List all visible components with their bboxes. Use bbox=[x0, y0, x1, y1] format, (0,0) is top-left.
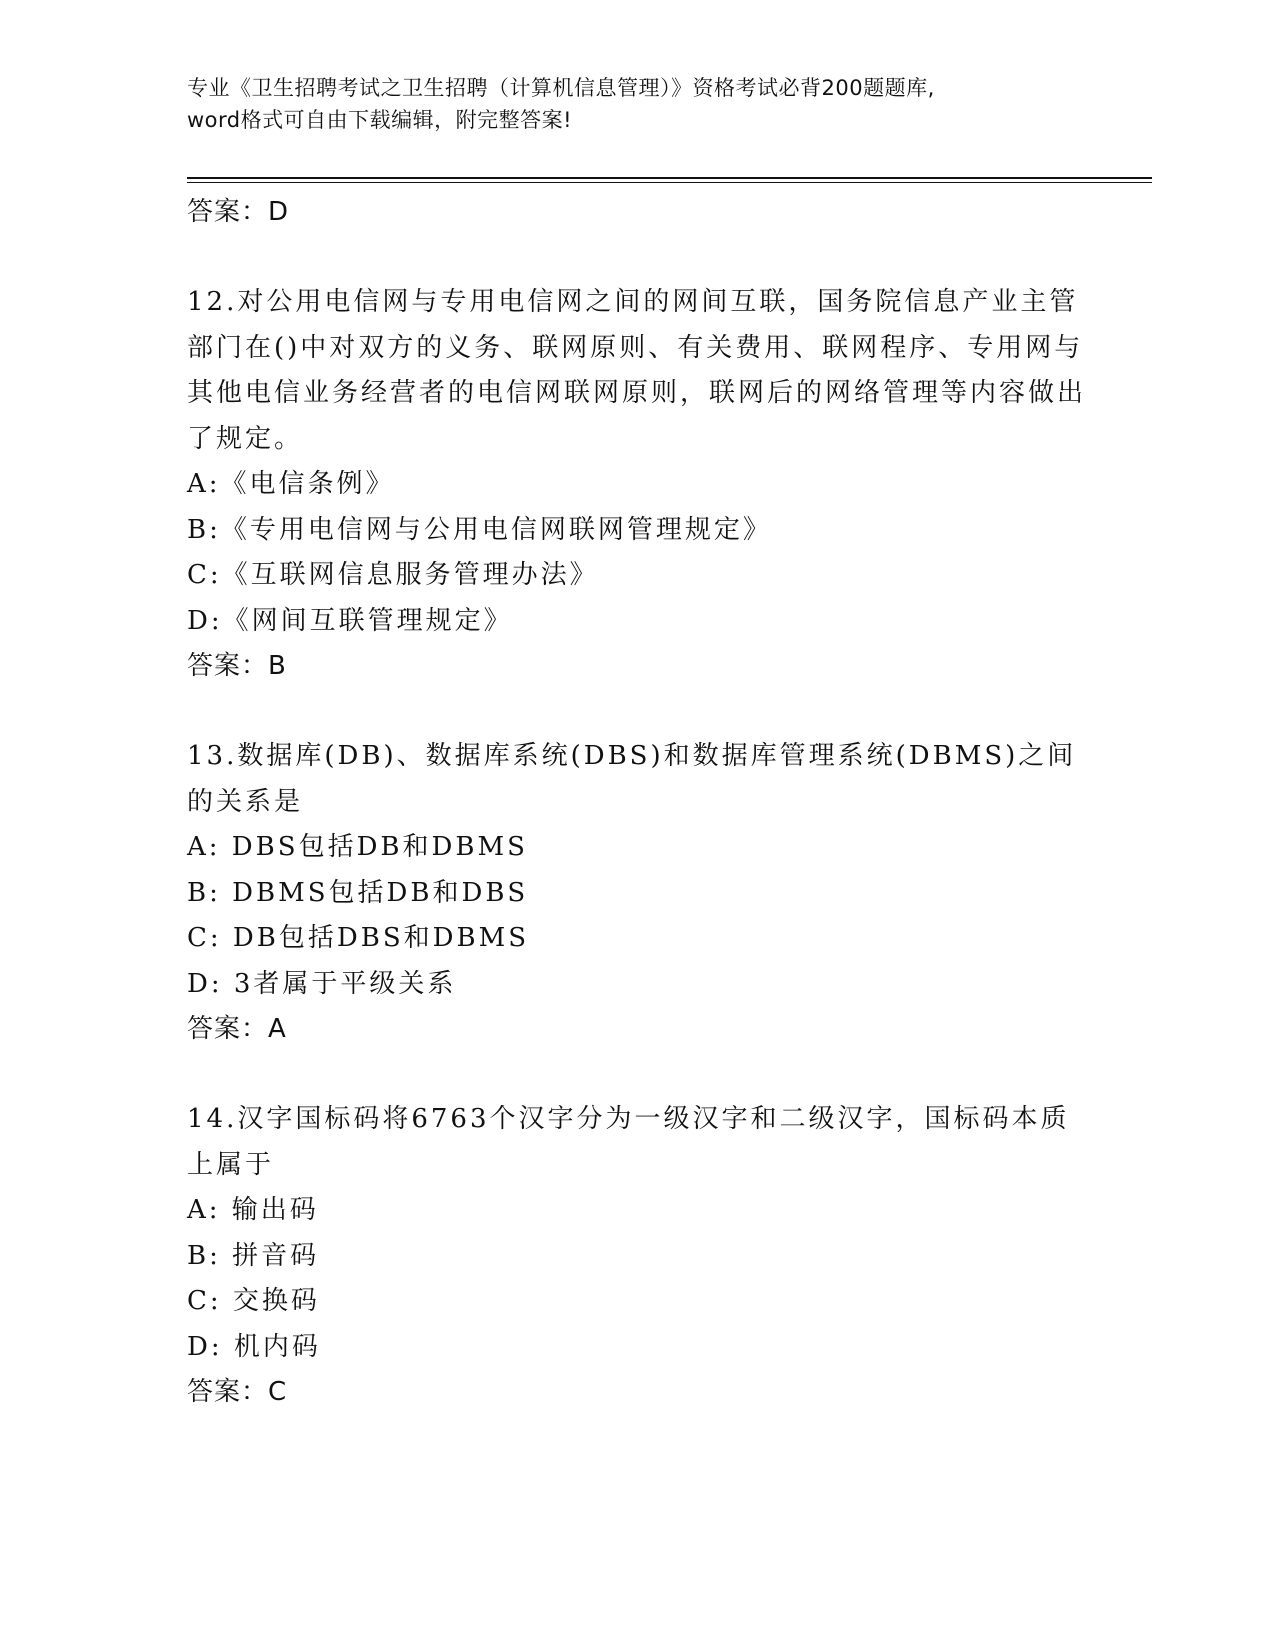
answer-text: 答案：A bbox=[187, 1014, 287, 1044]
header-line-2: word格式可自由下载编辑，附完整答案! bbox=[187, 108, 573, 132]
option-c: C: DB包括DBS和DBMS bbox=[187, 923, 530, 953]
spacer bbox=[187, 234, 1087, 280]
question-12 bbox=[187, 280, 1087, 688]
header-divider bbox=[187, 177, 1152, 179]
answer-text: 答案：C bbox=[187, 1377, 288, 1407]
option-c: C:《互联网信息服务管理办法》 bbox=[187, 560, 599, 590]
header-line-1: 专业《卫生招聘考试之卫生招聘（计算机信息管理）》资格考试必背200题题库, bbox=[187, 76, 935, 100]
option-d: D: 机内码 bbox=[187, 1331, 321, 1362]
option-a: A: DBS包括DB和DBMS bbox=[187, 832, 528, 862]
question-list bbox=[187, 190, 1087, 1414]
option-c: C: 交换码 bbox=[187, 1286, 320, 1316]
spacer bbox=[187, 1051, 1087, 1097]
option-d: D: 3者属于平级关系 bbox=[187, 968, 457, 999]
document-header bbox=[187, 72, 1107, 136]
answer-text: 答案：B bbox=[187, 651, 287, 681]
previous-answer: 答案：D bbox=[187, 197, 290, 227]
option-b: B: DBMS包括DB和DBS bbox=[187, 877, 529, 908]
header-divider-thin bbox=[187, 182, 1152, 183]
option-a: A:《电信条例》 bbox=[187, 469, 395, 499]
question-text: 14.汉字国标码将6763个汉字分为一级汉字和二级汉字，国标码本质上属于 bbox=[187, 1104, 1070, 1180]
option-a: A: 输出码 bbox=[187, 1195, 319, 1225]
option-d: D:《网间互联管理规定》 bbox=[187, 605, 513, 636]
option-b: B:《专用电信网与公用电信网联网管理规定》 bbox=[187, 514, 772, 545]
question-text: 12.对公用电信网与专用电信网之间的网间互联，国务院信息产业主管部门在()中对双方的义务、联网原则、有关费用、联网程序、专用网与其他电信业务经营者的电信网联网原则，联网后的网络管理等内容做出了规定。 bbox=[187, 287, 1087, 454]
option-b: B: 拼音码 bbox=[187, 1240, 320, 1271]
question-text: 13.数据库(DB)、数据库系统(DBS)和数据库管理系统(DBMS)之间的关系是 bbox=[187, 741, 1077, 817]
spacer bbox=[187, 688, 1087, 734]
question-13 bbox=[187, 734, 1087, 1051]
question-14 bbox=[187, 1097, 1087, 1414]
